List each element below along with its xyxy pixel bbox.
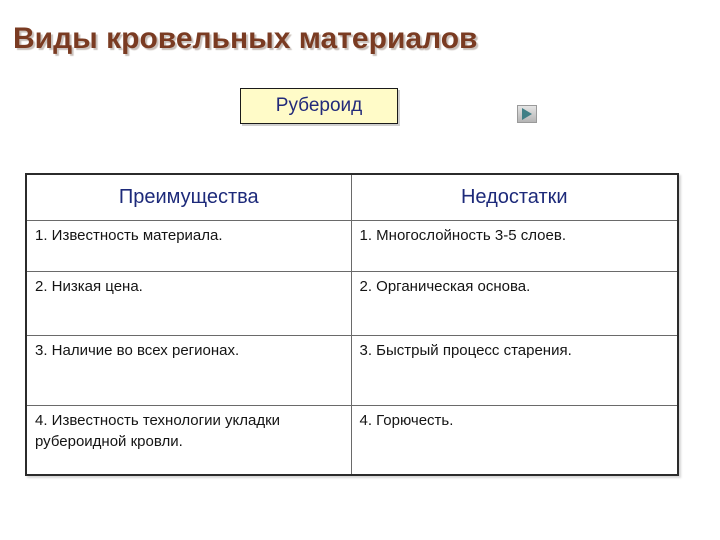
disadvantage-cell: 4. Горючесть. — [351, 406, 678, 476]
table-row — [26, 336, 678, 406]
disadvantage-cell: 2. Органическая основа. — [351, 272, 678, 336]
advantage-cell: 3. Наличие во всех регионах. — [26, 336, 351, 406]
slide-title: Виды кровельных материалов — [13, 22, 478, 55]
header-disadvantages: Недостатки — [351, 174, 678, 221]
material-name-box — [240, 88, 398, 124]
table-row — [26, 221, 678, 272]
table-row — [26, 272, 678, 336]
advantage-cell: 1. Известность материала. — [26, 221, 351, 272]
comparison-table — [25, 173, 679, 476]
header-advantages: Преимущества — [26, 174, 351, 221]
advantage-cell: 2. Низкая цена. — [26, 272, 351, 336]
advantage-cell: 4. Известность технологии укладки рубероидной кровли. — [26, 406, 351, 476]
disadvantage-cell: 1. Многослойность 3-5 слоев. — [351, 221, 678, 272]
play-icon — [522, 108, 532, 120]
next-slide-button[interactable] — [517, 105, 537, 123]
disadvantage-cell: 3. Быстрый процесс старения. — [351, 336, 678, 406]
table-header-row — [26, 174, 678, 221]
table-row — [26, 406, 678, 476]
material-name: Рубероид — [275, 95, 363, 116]
